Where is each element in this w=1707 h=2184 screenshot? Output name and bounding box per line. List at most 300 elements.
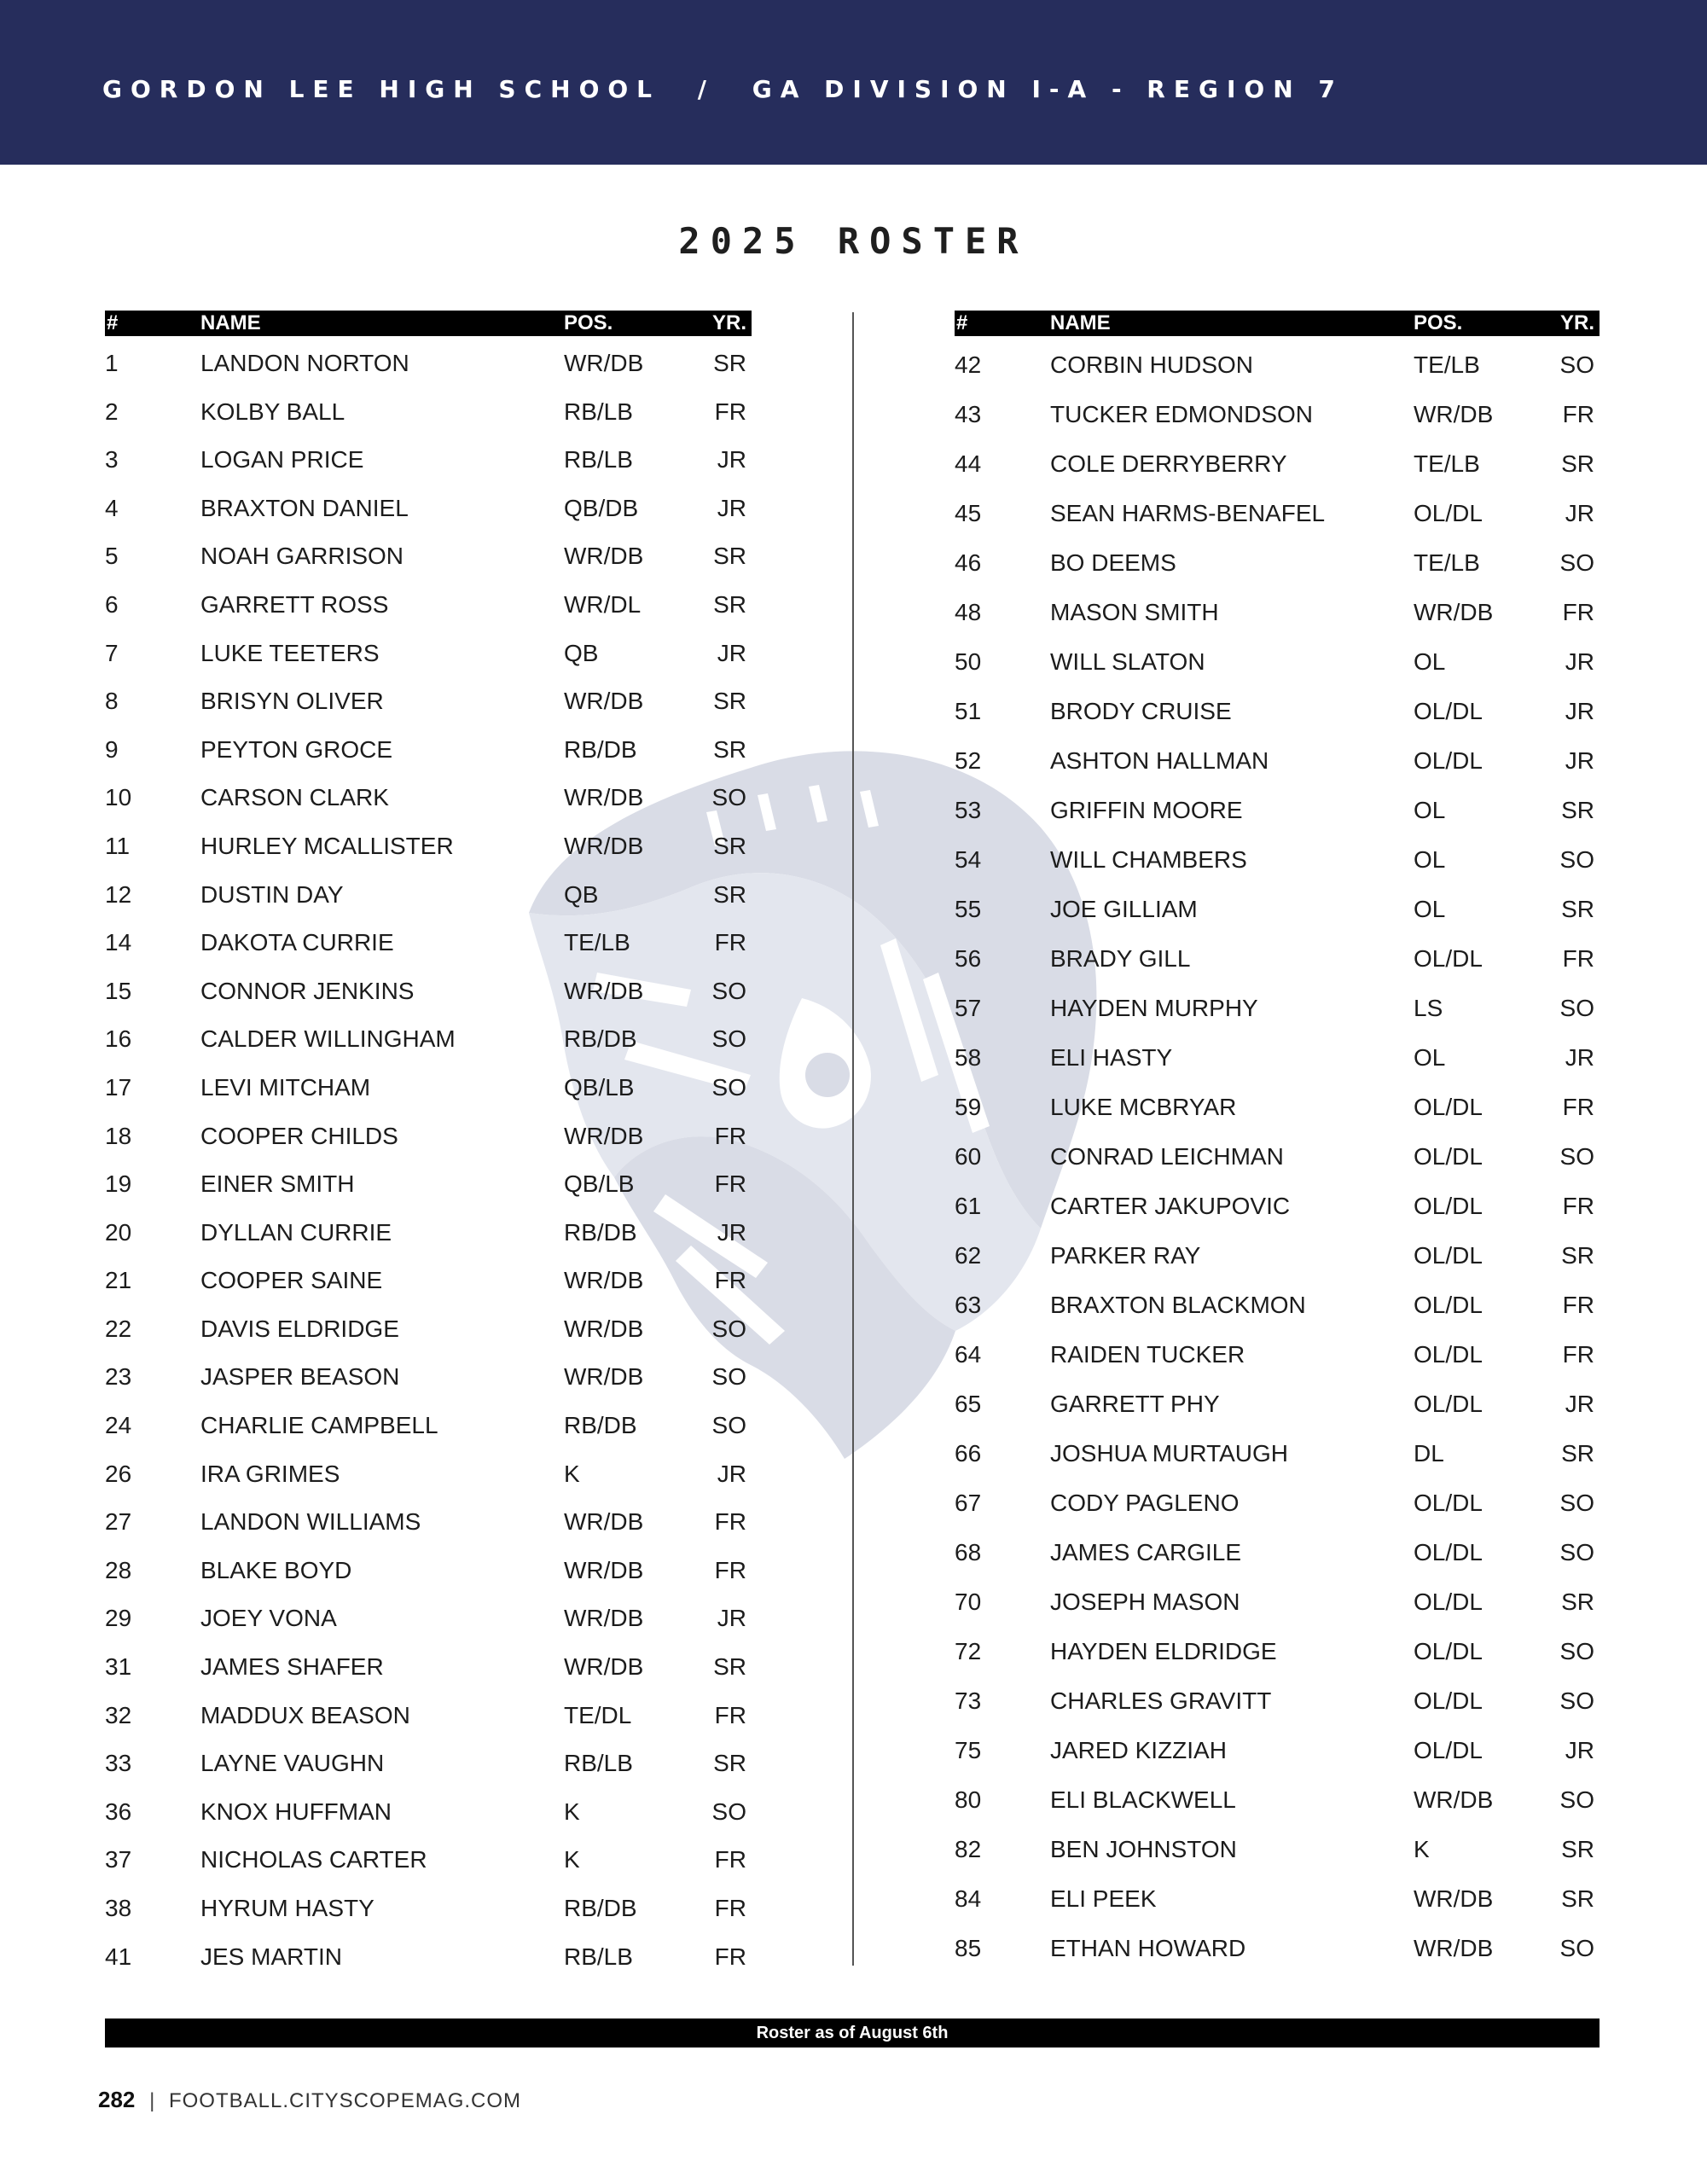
player-number: 41 — [105, 1943, 132, 1970]
player-name: BEN JOHNSTON — [1050, 1836, 1237, 1862]
player-position: WR/DB — [564, 1605, 644, 1632]
table-row — [105, 1060, 752, 1109]
player-position: OL — [1414, 648, 1446, 675]
player-name: ELI BLACKWELL — [1050, 1786, 1236, 1813]
player-year: JR — [1565, 648, 1594, 675]
player-number: 11 — [105, 832, 131, 859]
player-year: SO — [711, 1798, 746, 1825]
player-name: SEAN HARMS-BENAFEL — [1050, 500, 1326, 526]
header-yr: YR. — [711, 311, 746, 334]
table-row — [955, 1425, 1600, 1474]
table-row — [105, 770, 752, 819]
player-position: TE/DL — [564, 1701, 632, 1728]
player-name: NICHOLAS CARTER — [200, 1846, 427, 1873]
table-header — [105, 311, 752, 336]
player-position: WR/DB — [564, 1508, 644, 1536]
table-row — [105, 964, 752, 1013]
table-row — [105, 1688, 752, 1737]
player-number: 5 — [105, 543, 119, 570]
player-position: RB/DB — [564, 1412, 637, 1439]
player-year: JR — [1565, 1737, 1594, 1763]
player-name: RAIDEN TUCKER — [1050, 1341, 1245, 1368]
player-year: SR — [713, 543, 746, 570]
player-number: 45 — [955, 500, 982, 526]
player-name: DUSTIN DAY — [200, 880, 344, 908]
player-year: SR — [713, 832, 746, 859]
player-position: WR/DB — [1414, 599, 1494, 625]
player-position: OL — [1414, 896, 1446, 922]
table-row — [955, 1177, 1600, 1227]
player-position: WR/DB — [564, 1122, 644, 1149]
player-number: 10 — [105, 784, 132, 811]
player-number: 50 — [955, 648, 982, 675]
player-name: JASPER BEASON — [200, 1363, 400, 1391]
header-separator: / — [697, 75, 716, 103]
column-divider — [852, 312, 854, 1966]
player-year: SR — [713, 350, 746, 376]
player-name: ASHTON HALLMAN — [1050, 747, 1269, 774]
player-name: CONRAD LEICHMAN — [1050, 1143, 1284, 1170]
table-row — [105, 868, 752, 916]
player-position: RB/LB — [564, 446, 633, 473]
player-name: CHARLIE CAMPBELL — [200, 1412, 438, 1439]
player-position: OL/DL — [1414, 1539, 1483, 1565]
player-number: 19 — [105, 1170, 132, 1198]
player-number: 9 — [105, 735, 119, 763]
player-name: ETHAN HOWARD — [1050, 1935, 1246, 1961]
table-row — [105, 1398, 752, 1447]
player-number: 22 — [105, 1315, 132, 1342]
player-number: 4 — [105, 494, 119, 521]
player-position: QB — [564, 639, 599, 666]
player-position: K — [564, 1846, 580, 1873]
player-number: 31 — [105, 1653, 132, 1681]
table-row — [955, 435, 1600, 485]
roster-rows-right — [955, 336, 1600, 1969]
table-row — [105, 1253, 752, 1302]
table-row — [105, 385, 752, 433]
player-name: LUKE MCBRYAR — [1050, 1094, 1237, 1120]
player-year: JR — [1565, 500, 1594, 526]
table-row — [105, 1930, 752, 1978]
table-row — [955, 1623, 1600, 1672]
player-position: DL — [1414, 1440, 1444, 1467]
player-position: OL/DL — [1414, 500, 1483, 526]
header-name: NAME — [200, 311, 261, 334]
player-position: OL/DL — [1414, 1737, 1483, 1763]
division-label: GA DIVISION I-A - REGION 7 — [752, 75, 1344, 103]
table-row — [105, 1640, 752, 1688]
table-row — [955, 1128, 1600, 1177]
table-row — [105, 1447, 752, 1496]
table-row — [955, 1276, 1600, 1326]
player-number: 57 — [955, 995, 982, 1021]
player-name: MADDUX BEASON — [200, 1701, 410, 1728]
player-number: 65 — [955, 1391, 982, 1417]
player-position: OL/DL — [1414, 1687, 1483, 1714]
table-row — [105, 626, 752, 675]
player-position: OL/DL — [1414, 1242, 1483, 1269]
player-number: 70 — [955, 1589, 982, 1615]
player-position: TE/LB — [1414, 351, 1480, 378]
player-number: 84 — [955, 1885, 982, 1912]
table-row — [105, 433, 752, 481]
player-year: SR — [1561, 1885, 1594, 1912]
table-row — [955, 1375, 1600, 1425]
player-number: 1 — [105, 350, 119, 376]
page-title: 2025 ROSTER — [678, 220, 1029, 262]
player-number: 18 — [105, 1122, 132, 1149]
player-year: FR — [714, 398, 746, 425]
header-title — [102, 75, 1344, 103]
player-year: SR — [713, 1653, 746, 1681]
table-row — [105, 1591, 752, 1640]
table-row — [105, 1495, 752, 1543]
player-year: FR — [1562, 945, 1594, 972]
player-number: 60 — [955, 1143, 982, 1170]
player-number: 33 — [105, 1750, 132, 1777]
player-name: JOEY VONA — [200, 1605, 337, 1632]
player-position: LS — [1414, 995, 1443, 1021]
player-year: FR — [1562, 1341, 1594, 1368]
player-name: CORBIN HUDSON — [1050, 351, 1254, 378]
player-number: 63 — [955, 1292, 982, 1318]
player-position: OL/DL — [1414, 1589, 1483, 1615]
roster-table-right — [955, 311, 1600, 1969]
player-name: BO DEEMS — [1050, 549, 1176, 576]
table-row — [105, 819, 752, 868]
player-position: WR/DB — [1414, 1885, 1494, 1912]
player-year: JR — [717, 1605, 746, 1632]
player-name: WILL SLATON — [1050, 648, 1205, 675]
table-row — [955, 1771, 1600, 1821]
player-year: JR — [1565, 747, 1594, 774]
table-row — [955, 1920, 1600, 1969]
player-name: KOLBY BALL — [200, 398, 345, 425]
player-name: BRODY CRUISE — [1050, 698, 1232, 724]
player-name: ELI PEEK — [1050, 1885, 1157, 1912]
player-number: 85 — [955, 1935, 982, 1961]
player-position: TE/LB — [1414, 549, 1480, 576]
player-position: QB/LB — [564, 1073, 635, 1101]
player-number: 51 — [955, 698, 982, 724]
player-year: JR — [717, 446, 746, 473]
player-position: WR/DB — [564, 1363, 644, 1391]
player-year: SO — [1559, 1638, 1594, 1664]
player-name: BRADY GILL — [1050, 945, 1191, 972]
player-position: WR/DB — [1414, 1786, 1494, 1813]
player-name: CHARLES GRAVITT — [1050, 1687, 1272, 1714]
table-row — [955, 485, 1600, 534]
header-num: # — [107, 311, 119, 334]
player-year: SR — [1561, 797, 1594, 823]
player-year: SO — [711, 1025, 746, 1053]
player-number: 38 — [105, 1895, 132, 1921]
player-position: OL — [1414, 797, 1446, 823]
player-year: SR — [713, 1750, 746, 1777]
player-position: QB/LB — [564, 1170, 635, 1198]
player-position: WR/DB — [564, 1653, 644, 1681]
table-row — [105, 1881, 752, 1930]
player-number: 43 — [955, 401, 982, 427]
player-position: WR/DB — [564, 543, 644, 570]
player-number: 58 — [955, 1044, 982, 1071]
player-name: CALDER WILLINGHAM — [200, 1025, 456, 1053]
player-name: GARRETT ROSS — [200, 590, 389, 618]
page-number: 282 — [98, 2087, 136, 2112]
player-number: 54 — [955, 846, 982, 873]
player-year: FR — [714, 1170, 746, 1198]
table-row — [955, 1227, 1600, 1276]
player-year: FR — [714, 929, 746, 956]
player-name: MASON SMITH — [1050, 599, 1219, 625]
player-year: SO — [1559, 1143, 1594, 1170]
roster-rows-left — [105, 336, 752, 1978]
table-row — [955, 880, 1600, 930]
table-row — [105, 723, 752, 771]
school-name: GORDON LEE HIGH SCHOOL — [102, 75, 661, 103]
player-name: JES MARTIN — [200, 1943, 342, 1970]
roster-table-left — [105, 311, 752, 1978]
player-position: OL — [1414, 1044, 1446, 1071]
player-number: 73 — [955, 1687, 982, 1714]
player-position: OL/DL — [1414, 1143, 1483, 1170]
player-name: CODY PAGLENO — [1050, 1490, 1240, 1516]
player-position: OL — [1414, 846, 1446, 873]
player-number: 42 — [955, 351, 982, 378]
player-year: JR — [717, 1218, 746, 1246]
player-year: SO — [1559, 846, 1594, 873]
player-number: 7 — [105, 639, 119, 666]
player-number: 32 — [105, 1701, 132, 1728]
table-row — [955, 386, 1600, 435]
player-year: SO — [1559, 1935, 1594, 1961]
player-number: 82 — [955, 1836, 982, 1862]
table-row — [955, 682, 1600, 732]
player-year: SO — [711, 1315, 746, 1342]
player-number: 36 — [105, 1798, 132, 1825]
player-name: HURLEY MCALLISTER — [200, 832, 454, 859]
player-position: TE/LB — [1414, 450, 1480, 477]
player-number: 17 — [105, 1073, 132, 1101]
player-position: WR/DB — [564, 688, 644, 715]
table-row — [955, 979, 1600, 1029]
header-pos: POS. — [1414, 311, 1463, 334]
player-name: JARED KIZZIAH — [1050, 1737, 1227, 1763]
table-row — [955, 1029, 1600, 1078]
player-year: JR — [717, 1460, 746, 1487]
player-position: OL/DL — [1414, 1391, 1483, 1417]
player-year: SO — [711, 1412, 746, 1439]
player-position: RB/LB — [564, 1750, 633, 1777]
player-number: 46 — [955, 549, 982, 576]
player-number: 52 — [955, 747, 982, 774]
table-row — [105, 674, 752, 723]
player-position: WR/DB — [1414, 1935, 1494, 1961]
player-position: WR/DL — [564, 590, 642, 618]
table-row — [955, 1474, 1600, 1524]
player-year: FR — [714, 1122, 746, 1149]
player-name: GARRETT PHY — [1050, 1391, 1220, 1417]
player-name: CONNOR JENKINS — [200, 977, 415, 1004]
player-name: JOE GILLIAM — [1050, 896, 1198, 922]
player-name: JOSHUA MURTAUGH — [1050, 1440, 1288, 1467]
player-year: SO — [1559, 549, 1594, 576]
player-year: SO — [711, 1073, 746, 1101]
player-name: LUKE TEETERS — [200, 639, 380, 666]
player-position: RB/DB — [564, 1025, 637, 1053]
player-position: RB/LB — [564, 1943, 633, 1970]
table-row — [955, 732, 1600, 781]
roster-note: Roster as of August 6th — [105, 2018, 1600, 2048]
player-position: WR/DB — [564, 1556, 644, 1583]
table-row — [955, 534, 1600, 584]
player-number: 24 — [105, 1412, 132, 1439]
player-number: 75 — [955, 1737, 982, 1763]
player-name: LAYNE VAUGHN — [200, 1750, 385, 1777]
player-number: 72 — [955, 1638, 982, 1664]
table-row — [955, 1524, 1600, 1573]
table-row — [955, 781, 1600, 831]
player-year: JR — [717, 494, 746, 521]
player-position: WR/DB — [564, 977, 644, 1004]
table-row — [955, 1821, 1600, 1870]
table-row — [955, 336, 1600, 386]
player-name: NOAH GARRISON — [200, 543, 404, 570]
player-number: 59 — [955, 1094, 982, 1120]
player-number: 37 — [105, 1846, 132, 1873]
player-name: HAYDEN ELDRIDGE — [1050, 1638, 1277, 1664]
player-year: SR — [1561, 1589, 1594, 1615]
player-year: SO — [711, 784, 746, 811]
player-year: JR — [717, 639, 746, 666]
player-number: 48 — [955, 599, 982, 625]
player-number: 14 — [105, 929, 132, 956]
player-number: 56 — [955, 945, 982, 972]
player-name: BRISYN OLIVER — [200, 688, 384, 715]
player-year: SR — [1561, 1440, 1594, 1467]
player-position: QB — [564, 880, 599, 908]
player-year: FR — [714, 1701, 746, 1728]
player-year: SR — [713, 735, 746, 763]
player-name: DAKOTA CURRIE — [200, 929, 394, 956]
table-row — [105, 1736, 752, 1785]
player-number: 3 — [105, 446, 119, 473]
player-number: 26 — [105, 1460, 132, 1487]
player-year: SO — [1559, 995, 1594, 1021]
table-row — [105, 529, 752, 578]
player-number: 64 — [955, 1341, 982, 1368]
player-number: 29 — [105, 1605, 132, 1632]
player-name: HYRUM HASTY — [200, 1895, 374, 1921]
table-row — [955, 584, 1600, 633]
player-name: JOSEPH MASON — [1050, 1589, 1240, 1615]
player-year: JR — [1565, 1044, 1594, 1071]
player-name: COOPER SAINE — [200, 1267, 383, 1294]
player-position: OL/DL — [1414, 1094, 1483, 1120]
table-row — [105, 1785, 752, 1833]
table-header — [955, 311, 1600, 336]
player-number: 6 — [105, 590, 119, 618]
player-position: RB/LB — [564, 398, 633, 425]
player-position: OL/DL — [1414, 1292, 1483, 1318]
player-number: 67 — [955, 1490, 982, 1516]
player-name: CARSON CLARK — [200, 784, 389, 811]
table-row — [105, 1350, 752, 1398]
player-year: FR — [714, 1943, 746, 1970]
player-year: SR — [713, 590, 746, 618]
player-number: 2 — [105, 398, 119, 425]
player-year: SO — [1559, 1687, 1594, 1714]
player-number: 12 — [105, 880, 132, 908]
player-name: DYLLAN CURRIE — [200, 1218, 392, 1246]
player-year: FR — [714, 1267, 746, 1294]
table-row — [105, 336, 752, 385]
player-number: 68 — [955, 1539, 982, 1565]
header-name: NAME — [1050, 311, 1111, 334]
player-number: 20 — [105, 1218, 132, 1246]
player-number: 44 — [955, 450, 982, 477]
player-name: HAYDEN MURPHY — [1050, 995, 1258, 1021]
player-number: 55 — [955, 896, 982, 922]
header-pos: POS. — [564, 311, 613, 334]
player-position: WR/DB — [564, 1267, 644, 1294]
table-row — [105, 1302, 752, 1350]
player-position: WR/DB — [564, 832, 644, 859]
player-year: FR — [714, 1508, 746, 1536]
player-number: 28 — [105, 1556, 132, 1583]
player-year: FR — [714, 1895, 746, 1921]
table-row — [955, 831, 1600, 880]
player-name: BRAXTON BLACKMON — [1050, 1292, 1306, 1318]
player-name: COOPER CHILDS — [200, 1122, 398, 1149]
player-position: WR/DB — [564, 350, 644, 376]
player-name: EINER SMITH — [200, 1170, 355, 1198]
player-year: SR — [1561, 1242, 1594, 1269]
player-name: BRAXTON DANIEL — [200, 494, 409, 521]
table-row — [105, 481, 752, 530]
player-year: SO — [711, 977, 746, 1004]
table-row — [105, 1205, 752, 1254]
table-row — [955, 1672, 1600, 1722]
table-row — [955, 1078, 1600, 1128]
player-position: K — [564, 1460, 580, 1487]
player-name: KNOX HUFFMAN — [200, 1798, 392, 1825]
player-position: TE/LB — [564, 929, 630, 956]
player-year: SR — [713, 688, 746, 715]
player-position: OL/DL — [1414, 1193, 1483, 1219]
player-year: SR — [1561, 450, 1594, 477]
player-year: FR — [714, 1556, 746, 1583]
player-name: LANDON NORTON — [200, 350, 409, 376]
player-position: K — [564, 1798, 580, 1825]
player-position: RB/DB — [564, 735, 637, 763]
table-row — [105, 1157, 752, 1205]
player-position: OL/DL — [1414, 1490, 1483, 1516]
footer-site: FOOTBALL.CITYSCOPEMAG.COM — [168, 2089, 522, 2112]
player-year: SR — [1561, 896, 1594, 922]
player-number: 23 — [105, 1363, 132, 1391]
player-number: 62 — [955, 1242, 982, 1269]
player-year: FR — [1562, 401, 1594, 427]
table-row — [955, 1573, 1600, 1623]
player-year: SO — [1559, 1490, 1594, 1516]
player-name: ELI HASTY — [1050, 1044, 1173, 1071]
table-row — [955, 1870, 1600, 1920]
player-year: FR — [1562, 1193, 1594, 1219]
player-position: OL/DL — [1414, 945, 1483, 972]
player-name: CARTER JAKUPOVIC — [1050, 1193, 1291, 1219]
